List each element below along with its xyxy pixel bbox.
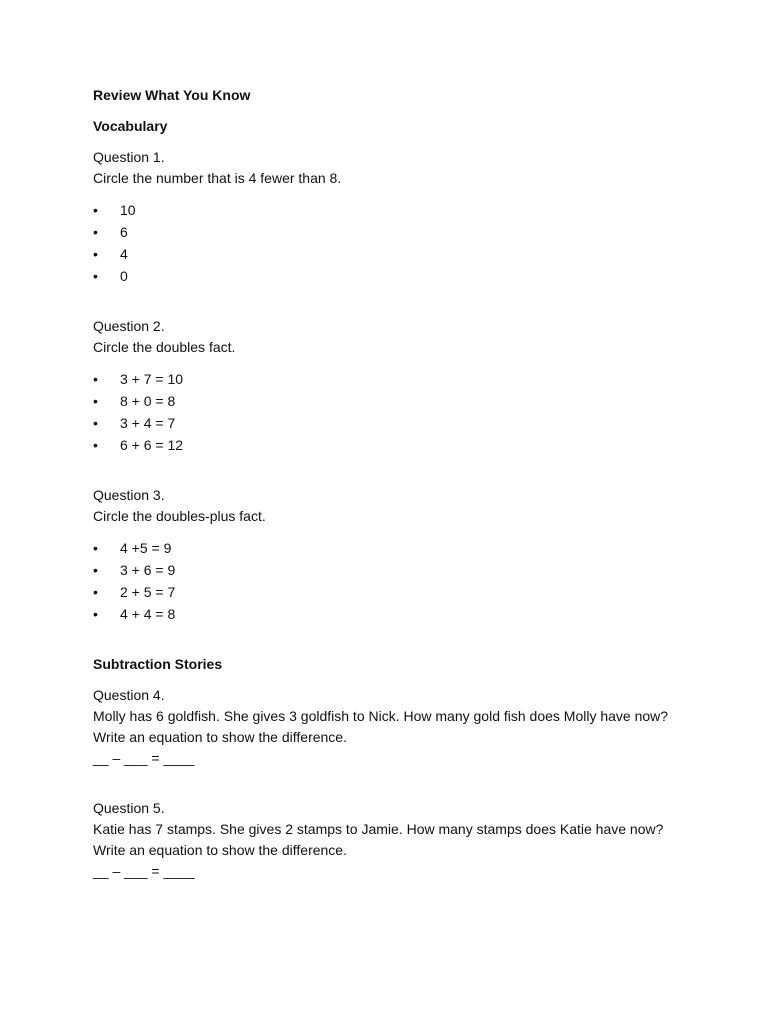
option-text: 2 + 5 = 7 (120, 584, 176, 600)
option-text: 6 (120, 224, 128, 240)
bullet-icon: • (93, 371, 98, 387)
answer-option (93, 537, 683, 559)
answer-option (93, 390, 683, 412)
section-heading-vocabulary: Vocabulary (93, 118, 168, 134)
bullet-icon: • (93, 246, 98, 262)
option-text: 4 +5 = 9 (120, 540, 172, 556)
option-text: 3 + 7 = 10 (120, 371, 184, 387)
option-text: 4 + 4 = 8 (120, 606, 176, 622)
question-title: Question 2. (93, 318, 165, 334)
equation-blank: __ – ___ = ____ (93, 750, 195, 766)
bullet-icon: • (93, 437, 98, 453)
answer-option (93, 412, 683, 434)
equation-blank: __ – ___ = ____ (93, 863, 195, 879)
question-prompt: Circle the doubles fact. (93, 339, 236, 355)
bullet-icon: • (93, 202, 98, 218)
question-2 (93, 316, 683, 456)
answer-option (93, 368, 683, 390)
page-title: Review What You Know (93, 87, 251, 103)
answer-options (93, 537, 683, 625)
question-1 (93, 147, 683, 287)
option-text: 0 (120, 268, 128, 284)
answer-option (93, 603, 683, 625)
answer-option (93, 221, 683, 243)
question-title: Question 4. (93, 687, 165, 703)
question-3 (93, 485, 683, 625)
question-prompt: Circle the doubles-plus fact. (93, 508, 266, 524)
question-prompt: Molly has 6 goldfish. She gives 3 goldfish to Nick. How many gold fish does Molly have now? Write an equation to show the difference. (93, 708, 669, 745)
question-title: Question 5. (93, 800, 165, 816)
question-prompt: Circle the number that is 4 fewer than 8. (93, 170, 342, 186)
answer-option (93, 581, 683, 603)
option-text: 3 + 6 = 9 (120, 562, 176, 578)
bullet-icon: • (93, 562, 98, 578)
answer-option (93, 434, 683, 456)
bullet-icon: • (93, 540, 98, 556)
question-prompt: Katie has 7 stamps. She gives 2 stamps to Jamie. How many stamps does Katie have now? Write an equation to show the difference. (93, 821, 664, 858)
bullet-icon: • (93, 224, 98, 240)
question-4 (93, 685, 683, 769)
option-text: 6 + 6 = 12 (120, 437, 184, 453)
worksheet-page (93, 85, 683, 882)
bullet-icon: • (93, 268, 98, 284)
bullet-icon: • (93, 393, 98, 409)
answer-option (93, 265, 683, 287)
option-text: 4 (120, 246, 128, 262)
question-title: Question 3. (93, 487, 165, 503)
option-text: 10 (120, 202, 136, 218)
answer-option (93, 199, 683, 221)
answer-option (93, 243, 683, 265)
question-title: Question 1. (93, 149, 165, 165)
section-heading-subtraction-stories: Subtraction Stories (93, 656, 223, 672)
bullet-icon: • (93, 606, 98, 622)
question-5 (93, 798, 683, 882)
option-text: 3 + 4 = 7 (120, 415, 176, 431)
answer-options (93, 368, 683, 456)
bullet-icon: • (93, 415, 98, 431)
answer-option (93, 559, 683, 581)
option-text: 8 + 0 = 8 (120, 393, 176, 409)
answer-options (93, 199, 683, 287)
bullet-icon: • (93, 584, 98, 600)
